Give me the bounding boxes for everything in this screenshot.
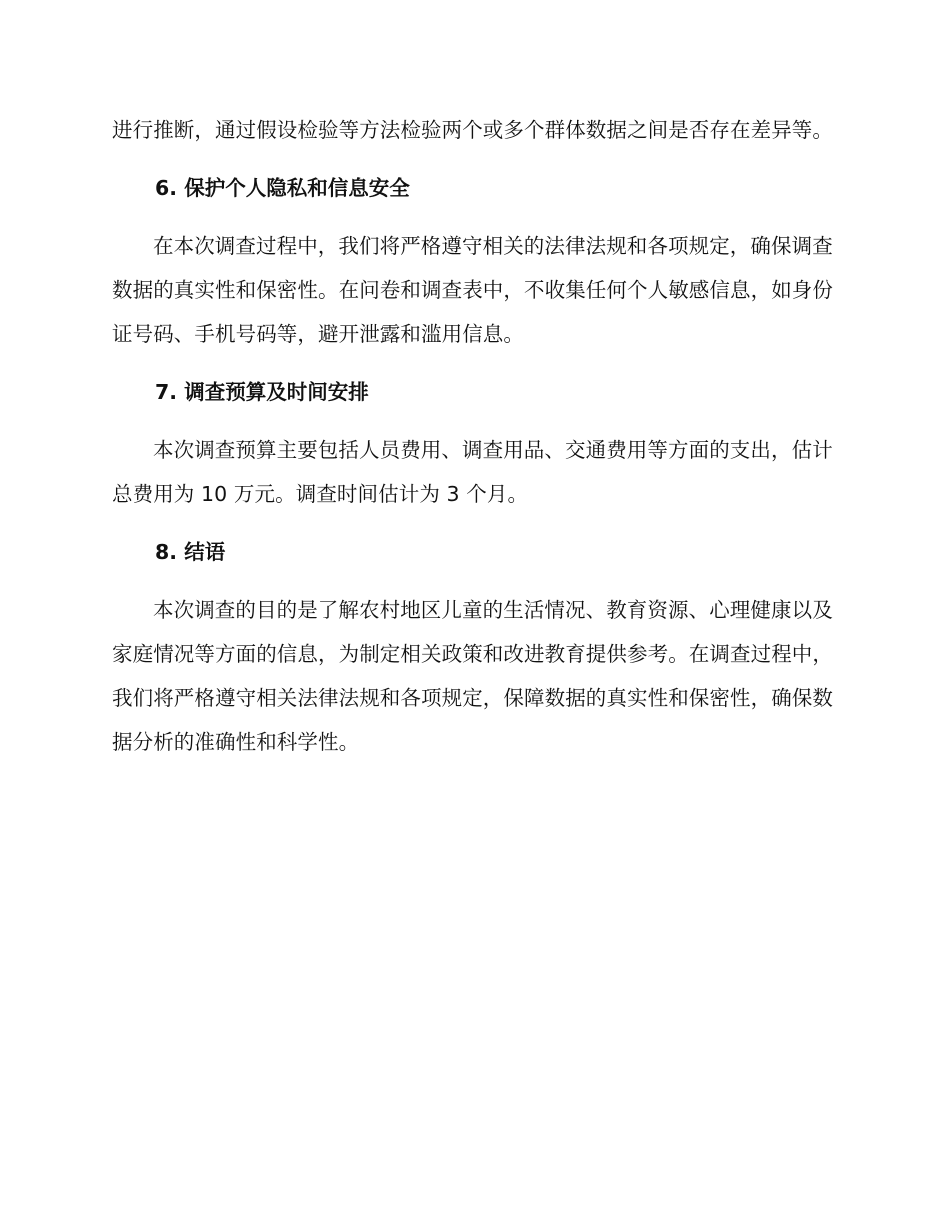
section-heading-budget: 7. 调查预算及时间安排 [155,380,369,404]
section-body-budget: 本次调查预算主要包括人员费用、调查用品、交通费用等方面的支出，估计总费用为 10 万元。调查时间估计为 3 个月。 [112,438,833,506]
section-body-privacy: 在本次调查过程中，我们将严格遵守相关的法律法规和各项规定，确保调查数据的真实性和保密性。在问卷和调查表中，不收集任何个人敏感信息，如身份证号码、手机号码等，避开泄露和滥用信息。 [112,234,833,346]
section-heading-conclusion: 8. 结语 [155,540,226,564]
section-heading-privacy: 6. 保护个人隐私和信息安全 [155,176,410,200]
document-body [112,108,834,764]
section-body-conclusion: 本次调查的目的是了解农村地区儿童的生活情况、教育资源、心理健康以及家庭情况等方面的信息，为制定相关政策和改进教育提供参考。在调查过程中，我们将严格遵守相关法律法规和各项规定，保障数据的真实性和保密性，确保数据分析的准确性和科学性。 [112,598,833,754]
continued-paragraph: 进行推断，通过假设检验等方法检验两个或多个群体数据之间是否存在差异等。 [112,118,833,142]
